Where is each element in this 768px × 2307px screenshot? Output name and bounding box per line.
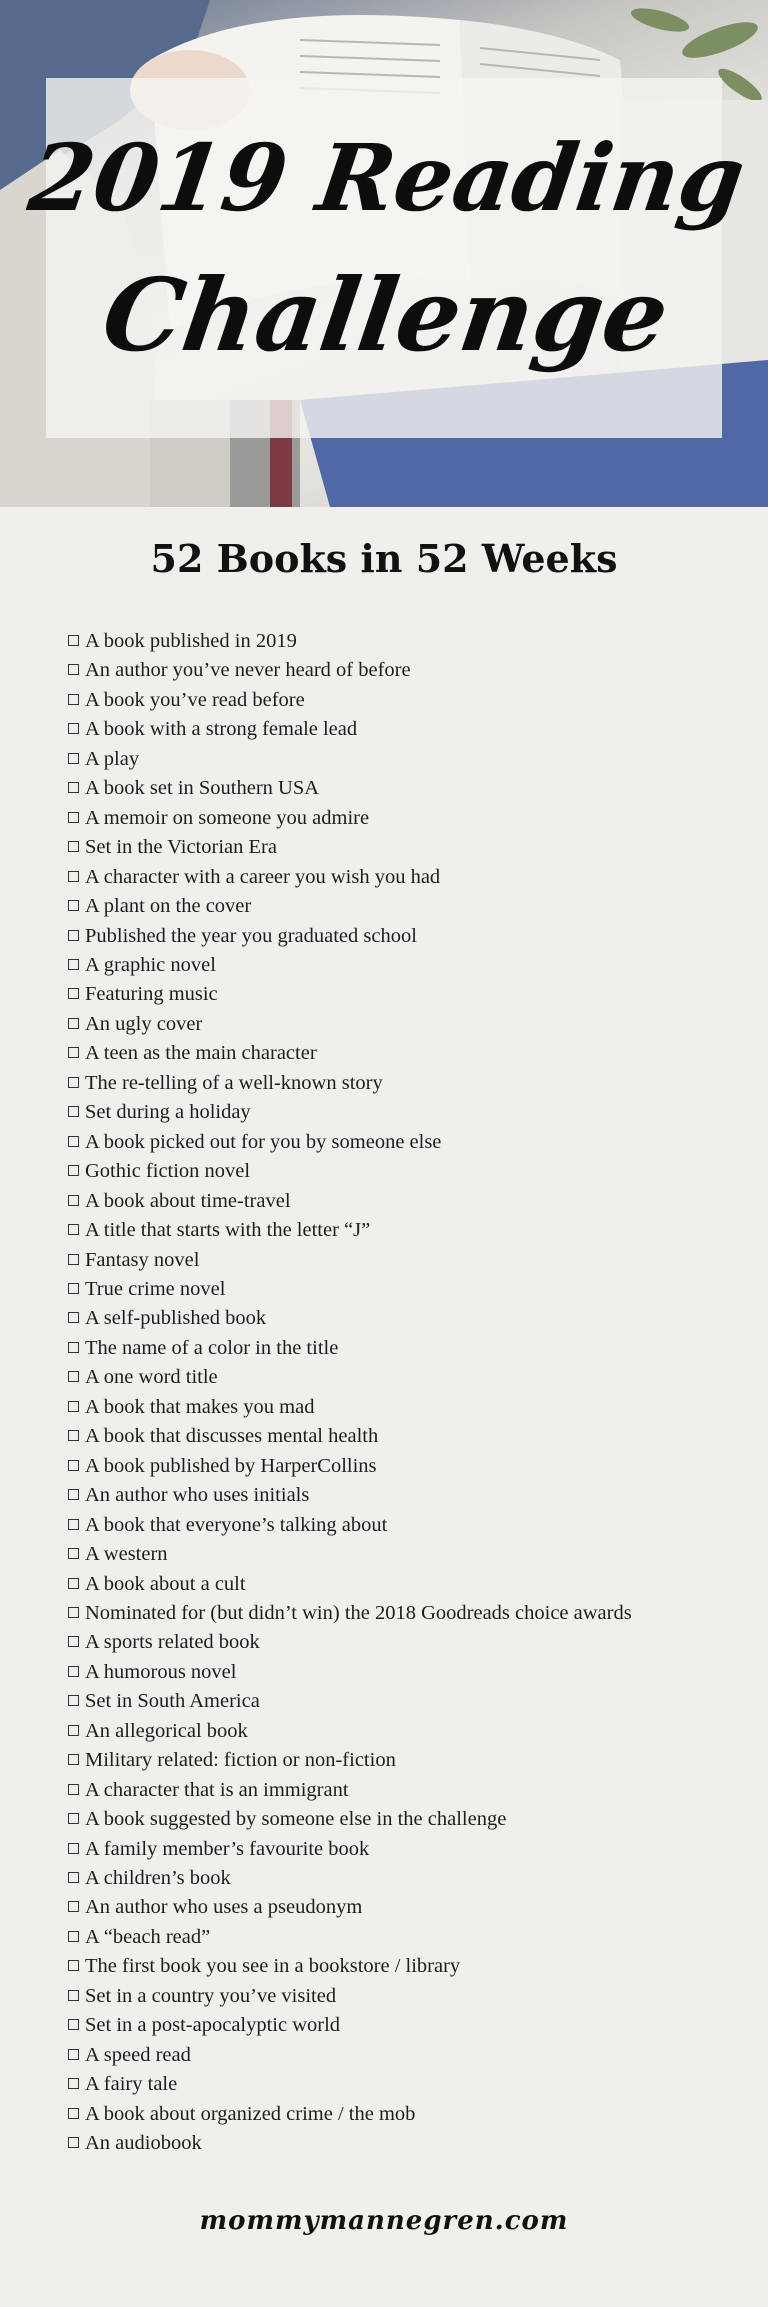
checklist-item-label: A “beach read” [85, 1925, 211, 1948]
checkbox-icon[interactable] [68, 1901, 79, 1912]
checklist-item [68, 656, 668, 685]
checklist-item-label: An allegorical book [85, 1719, 248, 1742]
checkbox-icon[interactable] [68, 959, 79, 970]
checkbox-icon[interactable] [68, 1666, 79, 1677]
checkbox-icon[interactable] [68, 694, 79, 705]
checklist-item-label: A book that everyone’s talking about [85, 1513, 388, 1536]
checklist-item-label: Fantasy novel [85, 1248, 200, 1271]
checklist-item [68, 1422, 668, 1451]
checklist-item [68, 1540, 668, 1569]
checklist-item [68, 1982, 668, 2011]
checklist-item [68, 1893, 668, 1922]
checklist-item [68, 892, 668, 921]
checkbox-icon[interactable] [68, 1695, 79, 1706]
checklist-item-label: True crime novel [85, 1277, 226, 1300]
checkbox-icon[interactable] [68, 900, 79, 911]
checklist-item [68, 1098, 668, 1127]
checkbox-icon[interactable] [68, 1460, 79, 1471]
checklist-item-label: A teen as the main character [85, 1042, 317, 1065]
checklist-item-label: An author you’ve never heard of before [85, 659, 411, 682]
checklist-item [68, 833, 668, 862]
checklist-item [68, 1570, 668, 1599]
checklist-item-label: A book with a strong female lead [85, 718, 358, 741]
checklist-item-label: A book set in Southern USA [85, 777, 320, 800]
checkbox-icon[interactable] [68, 1106, 79, 1117]
checklist-item-label: A book published by HarperCollins [85, 1454, 377, 1477]
checklist-item-label: A graphic novel [85, 953, 216, 976]
checkbox-icon[interactable] [68, 2078, 79, 2089]
checklist-item [68, 1717, 668, 1746]
checkbox-icon[interactable] [68, 988, 79, 999]
checklist-item-label: Published the year you graduated school [85, 924, 417, 947]
checklist-item-label: Military related: fiction or non-fiction [85, 1749, 396, 1772]
checklist-item [68, 1246, 668, 1275]
checklist-item-label: A humorous novel [85, 1660, 237, 1683]
checkbox-icon[interactable] [68, 723, 79, 734]
checkbox-icon[interactable] [68, 2137, 79, 2148]
checklist-item [68, 1835, 668, 1864]
subtitle: 52 Books in 52 Weeks [150, 536, 618, 581]
checkbox-icon[interactable] [68, 1872, 79, 1883]
checkbox-icon[interactable] [68, 664, 79, 675]
hero-banner [0, 0, 768, 507]
checkbox-icon[interactable] [68, 1931, 79, 1942]
title-lettering [0, 0, 768, 507]
checklist-item-label: A title that starts with the letter “J” [85, 1219, 371, 1242]
checklist-item [68, 1952, 668, 1981]
checklist-item-label: Set in the Victorian Era [85, 836, 277, 859]
checkbox-icon[interactable] [68, 782, 79, 793]
checklist-item [68, 1746, 668, 1775]
checklist-item-label: The re-telling of a well-known story [85, 1071, 383, 1094]
checkbox-icon[interactable] [68, 2049, 79, 2060]
title-line-2: Challenge [96, 256, 676, 374]
checklist-item-label: Nominated for (but didn’t win) the 2018 Goodreads choice awards [85, 1601, 632, 1624]
footer-website: mommymannegren.com [199, 2206, 569, 2236]
checklist-item [68, 1687, 668, 1716]
checkbox-icon[interactable] [68, 1371, 79, 1382]
checklist-item [68, 2070, 668, 2099]
checkbox-icon[interactable] [68, 1195, 79, 1206]
checklist-item-label: A character that is an immigrant [85, 1778, 349, 1801]
checklist-item [68, 1628, 668, 1657]
checklist-item [68, 1599, 668, 1628]
checkbox-icon[interactable] [68, 1165, 79, 1176]
checklist-item-label: A book suggested by someone else in the challenge [85, 1808, 507, 1831]
checklist-item-label: Set in a post-apocalyptic world [85, 2014, 341, 2037]
title-line-1: 2019 Reading [22, 123, 752, 232]
checklist-item [68, 1216, 668, 1245]
checklist-item-label: Gothic fiction novel [85, 1160, 251, 1183]
checklist-item-label: A fairy tale [85, 2073, 178, 2096]
checklist-item-label: A book that makes you mad [85, 1395, 315, 1418]
checklist-item [68, 1658, 668, 1687]
checklist-item [68, 1481, 668, 1510]
checklist-item [68, 1393, 668, 1422]
checklist-item-label: A book about a cult [85, 1572, 246, 1595]
checklist-item-label: A plant on the cover [85, 895, 252, 918]
checklist-item [68, 2041, 668, 2070]
checkbox-icon[interactable] [68, 1430, 79, 1441]
checkbox-icon[interactable] [68, 1960, 79, 1971]
checklist-item [68, 1363, 668, 1392]
checkbox-icon[interactable] [68, 635, 79, 646]
checklist-item [68, 2100, 668, 2129]
checkbox-icon[interactable] [68, 1519, 79, 1530]
checklist-item [68, 1128, 668, 1157]
checklist-item-label: A sports related book [85, 1631, 260, 1654]
checkbox-icon[interactable] [68, 1077, 79, 1088]
checkbox-icon[interactable] [68, 1312, 79, 1323]
checklist-item [68, 1157, 668, 1186]
checkbox-icon[interactable] [68, 1607, 79, 1618]
checklist-item [68, 1923, 668, 1952]
checkbox-icon[interactable] [68, 2108, 79, 2119]
checkbox-icon[interactable] [68, 1254, 79, 1265]
checklist-item [68, 1069, 668, 1098]
checklist-item-label: The name of a color in the title [85, 1336, 339, 1359]
checklist-item-label: A children’s book [85, 1867, 231, 1890]
checklist-item-label: A one word title [85, 1366, 218, 1389]
checkbox-icon[interactable] [68, 1578, 79, 1589]
checklist-item [68, 2129, 668, 2158]
checklist-item-label: A character with a career you wish you had [85, 865, 441, 888]
checklist-item [68, 1805, 668, 1834]
checkbox-icon[interactable] [68, 1136, 79, 1147]
checklist-item [68, 1275, 668, 1304]
checklist-item-label: A book you’ve read before [85, 688, 305, 711]
checklist-item [68, 980, 668, 1009]
checkbox-icon[interactable] [68, 1843, 79, 1854]
checklist-item-label: A book that discusses mental health [85, 1425, 379, 1448]
checklist-item-label: Featuring music [85, 983, 218, 1006]
checklist-item-label: A speed read [85, 2043, 191, 2066]
checkbox-icon[interactable] [68, 1636, 79, 1647]
checkbox-icon[interactable] [68, 1489, 79, 1500]
checklist-item-label: A self-published book [85, 1307, 267, 1330]
checklist-item [68, 1304, 668, 1333]
checkbox-icon[interactable] [68, 1990, 79, 2001]
checkbox-icon[interactable] [68, 1784, 79, 1795]
checklist-item [68, 1187, 668, 1216]
checklist-item [68, 715, 668, 744]
checklist-item-label: A western [85, 1543, 168, 1566]
checkbox-icon[interactable] [68, 2019, 79, 2030]
checklist-item-label: A memoir on someone you admire [85, 806, 370, 829]
checkbox-icon[interactable] [68, 871, 79, 882]
checkbox-icon[interactable] [68, 1725, 79, 1736]
checklist-item [68, 2011, 668, 2040]
checklist-item [68, 1334, 668, 1363]
checklist-item [68, 774, 668, 803]
checklist-item-label: A book about organized crime / the mob [85, 2102, 416, 2125]
checklist-item-label: An author who uses a pseudonym [85, 1896, 363, 1919]
checklist-item [68, 1010, 668, 1039]
checkbox-icon[interactable] [68, 812, 79, 823]
checklist-item-label: An author who uses initials [85, 1484, 310, 1507]
checkbox-icon[interactable] [68, 930, 79, 941]
checklist-item [68, 922, 668, 951]
checkbox-icon[interactable] [68, 1813, 79, 1824]
checklist-item-label: Set during a holiday [85, 1101, 251, 1124]
checkbox-icon[interactable] [68, 1401, 79, 1412]
checklist-item [68, 951, 668, 980]
checklist-item-label: The first book you see in a bookstore / library [85, 1955, 461, 1978]
checklist-item-label: A family member’s favourite book [85, 1837, 370, 1860]
checklist-item [68, 627, 668, 656]
checklist-item-label: A book about time-travel [85, 1189, 291, 1212]
checkbox-icon[interactable] [68, 753, 79, 764]
checkbox-icon[interactable] [68, 1283, 79, 1294]
checkbox-icon[interactable] [68, 1342, 79, 1353]
checklist-item [68, 1511, 668, 1540]
checklist-item-label: Set in South America [85, 1690, 260, 1713]
checklist-item [68, 804, 668, 833]
checklist-item-label: A book published in 2019 [85, 630, 297, 652]
checklist-item [68, 745, 668, 774]
checkbox-icon[interactable] [68, 1047, 79, 1058]
checklist-item [68, 1864, 668, 1893]
checklist-item-label: An audiobook [85, 2132, 202, 2155]
checklist-item-label: Set in a country you’ve visited [85, 1984, 337, 2007]
checklist-item [68, 686, 668, 715]
checkbox-icon[interactable] [68, 841, 79, 852]
checklist-item-label: An ugly cover [85, 1012, 203, 1035]
checklist-item-label: A book picked out for you by someone else [85, 1130, 442, 1153]
checkbox-icon[interactable] [68, 1548, 79, 1559]
checkbox-icon[interactable] [68, 1224, 79, 1235]
checkbox-icon[interactable] [68, 1018, 79, 1029]
checklist-item-label: A play [85, 747, 140, 770]
checkbox-icon[interactable] [68, 1754, 79, 1765]
checklist-item [68, 1452, 668, 1481]
checklist-item [68, 863, 668, 892]
reading-checklist [68, 627, 668, 2159]
checklist-item [68, 1039, 668, 1068]
checklist-item [68, 1776, 668, 1805]
